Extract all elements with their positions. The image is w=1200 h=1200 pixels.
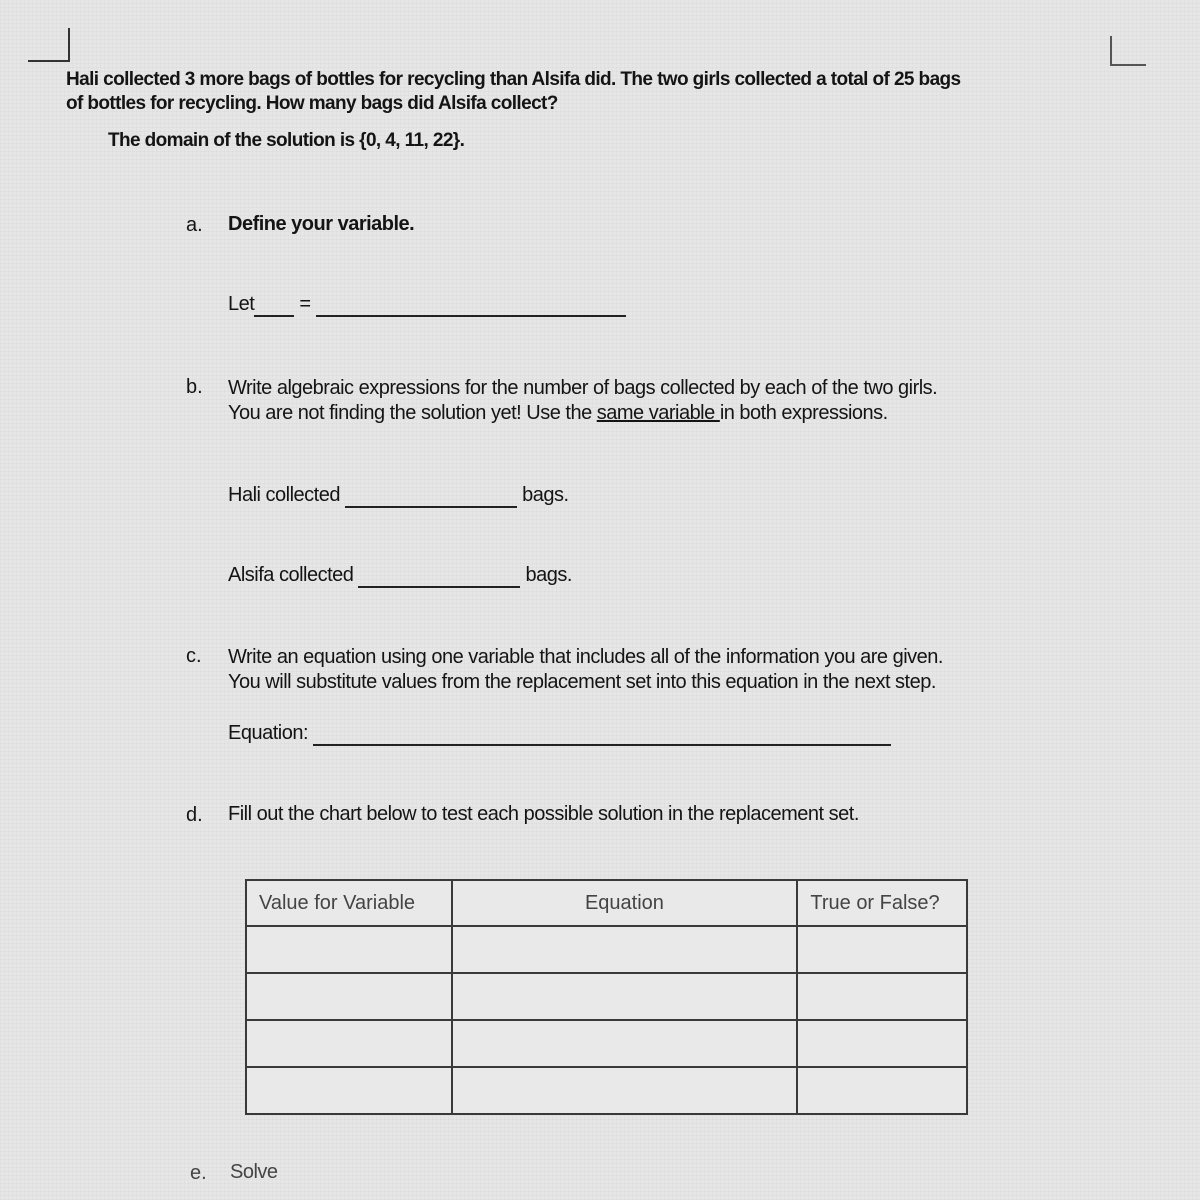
part-a-instruction: Define your variable. bbox=[228, 213, 415, 235]
part-e-instruction: Solve bbox=[230, 1161, 278, 1183]
variable-definition-blank[interactable] bbox=[316, 315, 626, 317]
part-d-instruction: Fill out the chart below to test each possible solution in the replacement set. bbox=[228, 803, 859, 825]
equation-cell[interactable] bbox=[452, 1020, 798, 1067]
equation-cell[interactable] bbox=[452, 926, 798, 973]
alsifa-label: Alsifa collected bbox=[228, 564, 354, 586]
column-header-true-false: True or False? bbox=[797, 880, 967, 926]
hali-row bbox=[228, 483, 569, 508]
true-false-cell[interactable] bbox=[797, 1067, 967, 1114]
equation-cell[interactable] bbox=[452, 1067, 798, 1114]
column-header-equation: Equation bbox=[452, 880, 798, 926]
value-cell[interactable] bbox=[246, 1067, 452, 1114]
equation-label: Equation: bbox=[228, 722, 309, 744]
column-header-value: Value for Variable bbox=[246, 880, 452, 926]
alsifa-bags-label: bags. bbox=[525, 564, 572, 586]
value-cell[interactable] bbox=[246, 973, 452, 1020]
let-label: Let bbox=[228, 293, 255, 315]
page-corner-mark-left bbox=[28, 28, 70, 62]
value-cell[interactable] bbox=[246, 926, 452, 973]
table-row bbox=[246, 973, 967, 1020]
solution-test-chart bbox=[245, 879, 968, 1115]
part-e-letter: e. bbox=[190, 1162, 207, 1184]
equation-blank[interactable] bbox=[313, 744, 891, 746]
alsifa-expression-blank[interactable] bbox=[358, 586, 520, 588]
equation-row bbox=[228, 721, 891, 746]
part-b-letter: b. bbox=[186, 376, 203, 398]
true-false-cell[interactable] bbox=[797, 973, 967, 1020]
variable-name-blank[interactable] bbox=[254, 315, 294, 317]
part-d-letter: d. bbox=[186, 804, 203, 826]
hali-label: Hali collected bbox=[228, 484, 340, 506]
value-cell[interactable] bbox=[246, 1020, 452, 1067]
part-a-letter: a. bbox=[186, 214, 203, 236]
page-corner-mark-right bbox=[1110, 36, 1146, 66]
part-b-line-2-end: in both expressions. bbox=[719, 402, 888, 424]
part-b-line-2-start: You are not finding the solution yet! Use the bbox=[228, 402, 597, 424]
true-false-cell[interactable] bbox=[797, 1020, 967, 1067]
part-b-line-2 bbox=[228, 401, 937, 426]
chart-header-row bbox=[246, 880, 967, 926]
true-false-cell[interactable] bbox=[797, 926, 967, 973]
part-b-line-1: Write algebraic expressions for the number of bags collected by each of the two girls. bbox=[228, 377, 938, 399]
problem-statement bbox=[66, 68, 1126, 116]
domain-statement: The domain of the solution is {0, 4, 11, 22}. bbox=[108, 130, 465, 151]
part-c-letter: c. bbox=[186, 645, 202, 667]
part-c-line-2: You will substitute values from the replacement set into this equation in the next step. bbox=[228, 671, 936, 693]
let-row bbox=[228, 292, 626, 317]
problem-line-1: Hali collected 3 more bags of bottles for recycling than Alsifa did. The two girls collected a total of 25 bags bbox=[66, 69, 961, 90]
table-row bbox=[246, 1020, 967, 1067]
equation-cell[interactable] bbox=[452, 973, 798, 1020]
part-c-instruction bbox=[228, 645, 943, 695]
same-variable-emphasis: same variable bbox=[596, 402, 720, 424]
part-b-instruction bbox=[228, 376, 937, 426]
table-row bbox=[246, 1067, 967, 1114]
equals-sign: = bbox=[299, 293, 311, 315]
alsifa-row bbox=[228, 563, 572, 588]
hali-expression-blank[interactable] bbox=[345, 506, 517, 508]
problem-line-2: of bottles for recycling. How many bags did Alsifa collect? bbox=[66, 93, 558, 114]
hali-bags-label: bags. bbox=[522, 484, 569, 506]
table-row bbox=[246, 926, 967, 973]
part-c-line-1: Write an equation using one variable that includes all of the information you are given. bbox=[228, 646, 943, 668]
